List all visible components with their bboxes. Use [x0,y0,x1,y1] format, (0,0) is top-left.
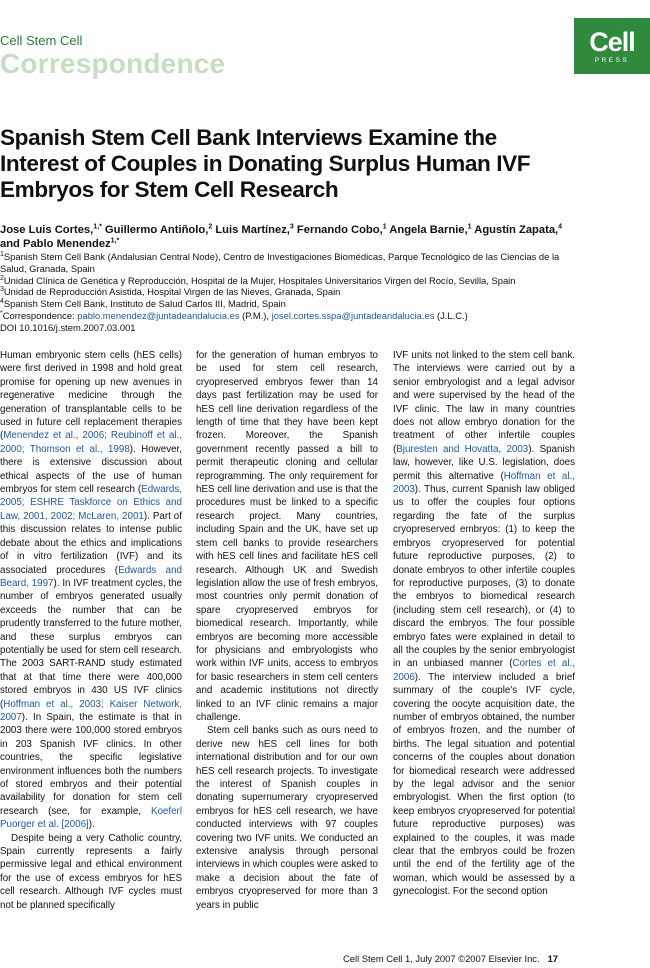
author-name: Fernando Cobo, [293,224,383,236]
paragraph: for the generation of human embryos to be used for stem cell research, cryopreserved embryos fewer than 14 days past fertilization may be used for hES cell line derivation regardless of the length of time that they have been kept frozen. Moreover, the Spanish government recently passed a bill to permit therapeutic cloning and cellular reprogramming. The only requirement for hES cell line derivation and use is that the procedures must be linked to a specific research project. Many countries, including Spain and the UK, have set up stem cell banks to provide researchers with hES cell lines and facilitate hES cell research. Although UK and Swedish legislation allow the use of fresh embryos, most countries only permit donation of spare cryopreserved embryos for biomedical research. Importantly, while embryos are becoming more accessible for physicians and embryologists who work within IVF units, access to embryos for basic researchers in stem cell centers and academic institutions not directly linked to an IVF clinic remains a major challenge. [196,350,378,723]
correspondence-line: *Correspondence: pablo.menendez@juntadeandalucia.es (P.M.), josel.cortes.sspa@juntadeandalucia.es (J.L.C.) [0,309,468,321]
citation-link[interactable]: Edwards, 2005; ESHRE Taskforce on Ethics and Law, 2001, 2002; McLaren, 2001 [0,484,182,522]
paragraph: Despite being a very Catholic country, Spain currently represents a fairly permissive legal and ethical environment for the use of excess embryos for hES cell research. Although IVF cycles must not be planned specifically [0,832,182,911]
paragraph: Stem cell banks such as ours need to derive new hES cell lines for both international distribution and for our own hES cell research projects. To investigate the interest of Spanish couples in donating supernumerary cryopreserved embryos for hES cell research, we have conducted interviews with 97 couples covering two IVF units. We conducted an extensive analysis through personal interviews in which couples were asked to make a decision about the fate of embryos cryopreserved for more than 3 years in public [196,725,378,911]
affiliation-1: $^1$Spanish Stem Cell Bank (Andalusian Central Node), Centro de Investigaciones Biomédicas, Parque Tecnológico de las Ciencias de la Salud, Granada, Spain [0,250,560,274]
author-affiliation-mark: 1 [382,223,387,231]
cell-press-logo[interactable] [574,18,650,74]
footer-citation: Cell Stem Cell 1, July 2007 ©2007 Elsevier Inc. [343,953,540,964]
body-column-1 [0,349,182,912]
author-affiliation-mark: 4 [558,223,563,231]
author-name: Agustín Zapata, [471,224,559,236]
journal-name: Cell Stem Cell [0,33,83,48]
affiliation-3: $^3$Unidad de Reproducción Asistida, Hospital Virgen de las Nieves, Granada, Spain [0,286,341,298]
author-affiliation-mark: 1 [467,223,472,231]
doi-line: DOI 10.1016/j.stem.2007.03.001 [0,321,136,333]
citation-link[interactable]: Koeferl Puorger et al. [2006] [0,805,182,831]
author-name: Luis Martínez, [212,224,290,236]
article-title: Spanish Stem Cell Bank Interviews Examine the Interest of Couples in Donating Surplus Human IVF Embryos for Stem Cell Research [0,125,531,202]
citation-link[interactable]: Cortes et al., 2006 [393,658,576,683]
page-footer [343,953,558,964]
page-number: 17 [547,953,559,964]
author-name: and Pablo Menendez [0,238,111,250]
logo-wordmark: Cell [589,27,635,57]
body-column-2 [196,349,378,912]
section-heading: Correspondence [0,48,226,79]
author-name: Jose Luis Cortes, [0,224,94,236]
affiliations [0,251,580,334]
author-name: Guillermo Antiñolo, [101,224,209,236]
affiliation-2: $^2$Unidad Clínica de Genética y Reproducción, Hospital de la Mujer, Hospitales Universitarios Virgen del Rocío, Sevilla, Spain [0,274,516,286]
author-list [0,223,565,251]
paragraph: Human embryonic stem cells (hES cells) were first derived in 1998 and hold great promise for opening up new avenues in regenerative medicine through the generation of transplantable cells to be used in future cell replacement therapies (Menendez et al., 2006; Reubinoff et al., 2000; Thomson et al., 1998). However, there is extensive discussion about ethical aspects of the use of human embryos for stem cell research (Edwards, 2005; ESHRE Taskforce on Ethics and Law, 2001, 2002; McLaren, 2001). Part of this discussion relates to intense public debate about the ethics and implications of in vitro fertilization (IVF) and its associated procedures (Edwards and Beard, 1997). In IVF treatment cycles, the number of embryos generated usually exceeds the number that can be prudently transferred to the future mother, and these surplus embryos can potentially be used for stem cell research. The 2003 SART-RAND study estimated that at that time there were 400,000 stored embryos in 430 US IVF clinics (Hoffman et al., 2003; Kaiser Network, 2007). In Spain, the estimate is that in 2003 there were 100,000 stored embryos in 203 Spanish IVF clinics. In other countries, the specific legislative environment influences both the numbers of stored embryos and their potential availability for donation for stem cell research (see, for example, Koeferl Puorger et al. [2006]). [0,350,182,831]
citation-link[interactable]: Hoffman et al., 2003 [393,470,575,496]
body-column-3 [393,349,575,899]
citation-link[interactable]: Hoffman et al., 2003; Kaiser Network, 2007 [0,698,182,723]
email-link-jlc[interactable]: josel.cortes.sspa@juntadeandalucia.es [271,309,435,321]
author-name: Angela Barnie, [386,224,468,236]
author-affiliation-mark: 2 [208,223,213,231]
author-affiliation-mark: 1,* [110,237,120,245]
email-link-pm[interactable]: pablo.menendez@juntadeandalucia.es [77,309,240,321]
author-affiliation-mark: 1,* [93,223,102,231]
affiliation-4: $^4$Spanish Stem Cell Bank, Instituto de Salud Carlos III, Madrid, Spain [0,298,286,310]
citation-link[interactable]: Bjuresten and Hovatta, 2003 [396,443,529,455]
citation-link[interactable]: Menendez et al., 2006; Reubinoff et al., 2000; Thomson et al., 1998 [0,430,182,455]
citation-link[interactable]: Edwards and Beard, 1997 [0,564,182,589]
paragraph: IVF units not linked to the stem cell bank. The interviews were carried out by a senior embryologist and a legal advisor and were supervised by the head of the IVF clinic. The law in many countries does not allow embryo donation for the treatment of other infertile couples (Bjuresten and Hovatta, 2003). Spanish law, however, like U.S. legislation, does permit this alternative (Hoffman et al., 2003). Thus, current Spanish law obliged us to offer the couples four options regarding the fate of the surplus cryopreserved embryos: (1) to keep the embryos cryopreserved for potential future reproductive purposes, (2) to donate embryos to other infertile couples for reproductive purposes, (3) to donate the embryos to biomedical research (including stem cell research), or (4) to discard the embryos. The four possible embryo fates were explained in detail to all the couples by the senior embryologist in an unbiased manner (Cortes et al., 2006). The interview included a brief summary of the couple's IVF cycle, covering the oocyte acquisition date, the number of embryos obtained, the number of embryos frozen, and the number of births. The legal situation and potential concerns of the couples about donation for biomedical research were addressed by the legal advisor and the senior embryologist. When the first option (to keep embryos cryopreserved for potential future reproductive purposes) was explained to the couples, it was made clear that the embryos could be frozen until the end of the fertility age of the woman, which would be assessed by a gynecologist. For the second option [393,350,576,898]
author-affiliation-mark: 3 [289,223,294,231]
logo-subtitle: PRESS [594,57,630,64]
